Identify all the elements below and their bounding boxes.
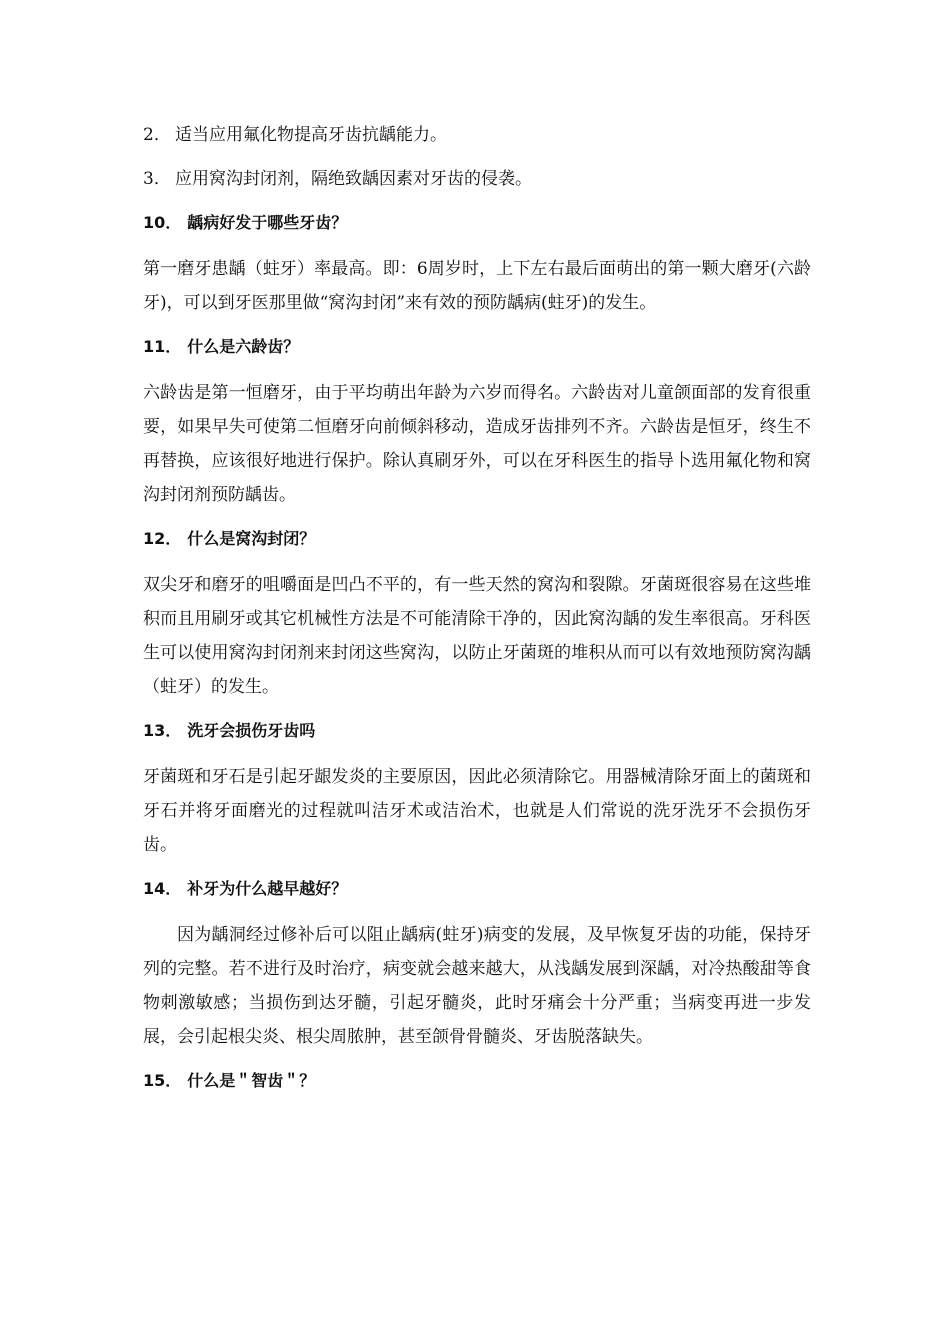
section-heading-10	[143, 206, 811, 240]
heading-number: 11．	[143, 337, 182, 356]
paragraph-11: 六龄齿是第一恒磨牙，由于平均萌出年龄为六岁而得名。六龄齿对儿童颌面部的发育很重要，如果早失可使第二恒磨牙向前倾斜移动，造成牙齿排列不齐。六龄齿是恒牙，终生不再替换，应该很好地进行保护。除认真刷牙外，可以在牙科医生的指导卜选用氟化物和窝沟封闭剂预防龋齿。	[143, 383, 811, 505]
heading-text: 洗牙会损伤牙齿吗	[187, 721, 316, 740]
list-item-2	[143, 118, 811, 152]
heading-text: 龋病好发于哪些牙齿？	[187, 213, 348, 232]
heading-text: 什么是＂智齿＂？	[187, 1071, 316, 1090]
section-heading-15	[143, 1064, 811, 1098]
section-heading-12	[143, 522, 811, 556]
list-item-text: 应用窝沟封闭剂，隔绝致龋因素对牙齿的侵袭。	[175, 169, 532, 189]
section-heading-13	[143, 714, 811, 748]
paragraph-12: 双尖牙和磨牙的咀嚼面是凹凸不平的，有一些天然的窝沟和裂隙。牙菌斑很容易在这些堆积而且用刷牙或其它机械性方法是不可能清除干净的，因此窝沟龋的发生率很高。牙科医生可以使用窝沟封闭剂来封闭这些窝沟，以防止牙菌斑的堆积从而可以有效地预防窝沟龋（蛀牙）的发生。	[143, 575, 811, 697]
list-item-text: 适当应用氟化物提高牙齿抗龋能力。	[175, 125, 447, 145]
heading-number: 13．	[143, 721, 182, 740]
heading-text: 什么是窝沟封闭？	[187, 529, 316, 548]
section-heading-11	[143, 330, 811, 364]
heading-number: 14．	[143, 879, 182, 898]
heading-number: 10．	[143, 213, 182, 232]
heading-number: 15．	[143, 1071, 182, 1090]
paragraph-14: 因为龋洞经过修补后可以阻止龋病(蛀牙)病变的发展，及早恢复牙齿的功能，保持牙列的完整。若不进行及时治疗，病变就会越来越大，从浅龋发展到深龋，对冷热酸甜等食物刺激敏感；当损伤到达牙髓，引起牙髓炎，此时牙痛会十分严重；当病变再进一步发展，会引起根尖炎、根尖周脓肿，甚至颌骨骨髓炎、牙齿脱落缺失。	[143, 925, 811, 1047]
heading-number: 12．	[143, 529, 182, 548]
document-body	[143, 118, 811, 1110]
list-number: 3．	[143, 169, 171, 189]
heading-text: 什么是六龄齿？	[187, 337, 300, 356]
list-item-3	[143, 162, 811, 196]
paragraph-10: 第一磨牙患龋（蛀牙）率最高。即：6周岁时，上下左右最后面萌出的第一颗大磨牙(六龄牙)，可以到牙医那里做“窝沟封闭”来有效的预防龋病(蛀牙)的发生。	[143, 259, 811, 313]
heading-text: 补牙为什么越早越好？	[187, 879, 348, 898]
paragraph-13: 牙菌斑和牙石是引起牙龈发炎的主要原因，因此必须清除它。用器械清除牙面上的菌斑和牙石并将牙面磨光的过程就叫洁牙术或洁治术，也就是人们常说的洗牙洗牙不会损伤牙齿。	[143, 767, 811, 855]
section-heading-14	[143, 872, 811, 906]
list-number: 2．	[143, 125, 171, 145]
